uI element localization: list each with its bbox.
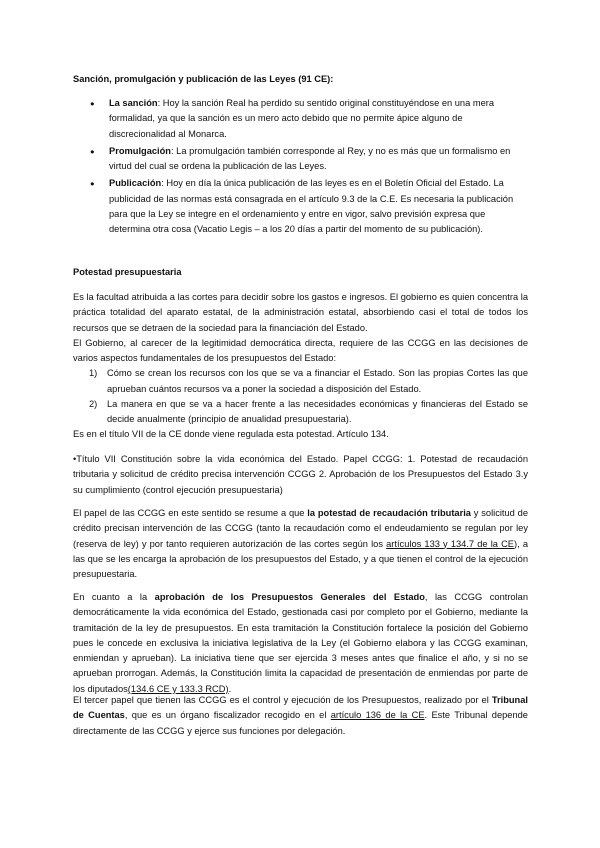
bullet-term: Publicación [109,178,162,189]
text-run: El tercer papel que tienen las CCGG es el control y ejecución de los Presupuestos, realizado por el [73,695,492,705]
bold-run: Tribunal de Cuentas [73,695,528,721]
bullet-item-publicacion [90,176,528,237]
paragraph-titulo-vii [73,427,528,442]
bold-run: la potestad de recaudación tributaria [307,508,471,518]
numbered-item [73,366,528,397]
section-title-sancion [73,72,528,87]
bold-run: aprobación de los Presupuestos Generales del Estado [154,592,425,602]
bullet-text: : Hoy en día la única publicación de las leyes es en el Boletín Oficial del Estado. La publicidad de las normas está consagrada en el artículo 9.3 de la C.E. Es necesaria la publicación para que la Ley se integre en el ordenamiento y entre en vigor, salvo previsión expresa que determina otra cosa (Vacatio Legis – a los 20 días a partir del momento de su publicación). [109,178,514,235]
text-run: y solicitud de crédito precisan intervención de las CCGG (tanto la recaudación como el endeudamiento se regulan por ley (reserva de ley) y por tanto requieren autorización de las cortes según los [73,508,528,549]
article-link[interactable]: artículos 133 y 134.7 de la CE [386,538,514,549]
item-number: 1) [89,368,98,379]
bullet-term: Promulgación [109,145,171,156]
text-run: . [228,683,232,694]
sancion-bullet-list [90,96,528,240]
paragraph-text: •Título VII Constitución sobre la vida económica del Estado. Papel CCGG: 1. Potestad de recaudación tributaria y solicitud de crédito precisa intervención CCGG 2. Aprobación de los Presupuestos del Estado 3.y su cumplimiento (control ejecución presupuestaria) [73,454,528,495]
section-title-potestad [73,265,528,280]
section-title-text: Potestad presupuestaria [73,267,182,277]
bullet-item-sancion [90,96,528,142]
numbered-item [73,397,528,428]
paragraph-text: El Gobierno, al carecer de la legitimidad democrática directa, requiere de las CCGG en las decisiones de varios aspectos fundamentales de los presupuestos del Estado: [73,337,528,364]
bullet-text: : Hoy la sanción Real ha perdido su sentido original constituyéndose en una mera formalidad, ya que la sanción es un mero acto debido que no permite ápice alguno de discrecionalidad al Monarca. [109,98,495,139]
text-run: , las CCGG controlan democráticamente la vida económica del Estado, gestionada casi por completo por el Gobierno, mediante la tramitación de la ley de presupuestos. En esta tramitación la Constitución fortalece la posición del Gobierno pues le concede en exclusiva la iniciativa legislativa de la Ley (el Gobierno elabora y las CCGG examinan, enmiendan y aprueban). La iniciativa tiene que ser ejercida 3 meses antes que finalice el año, y si no se aprueban prorrogan. Además, la Constitución limita la capacidad de presentación de enmiendas por parte de los diputados [73,592,528,694]
paragraph-text: Es la facultad atribuida a las cortes para decidir sobre los gastos e ingresos. El gobierno es quien concentra la práctica totalidad del aparato estatal, de la administración estatal, absorbiendo casi el total de todos los recursos que se detraen de la sociedad para la financiación del Estado. [73,292,528,333]
article-link[interactable]: (134.6 CE y 133.3 RCD) [127,683,229,694]
item-number: 2) [89,399,98,410]
bullet-item-promulgacion [90,144,528,175]
bullet-text: : La promulgación también corresponde al Rey, y no es más que un formalismo en virtud del cual se ordena la publicación de las Leyes. [109,145,511,172]
paragraph-tribunal [73,693,528,739]
paragraph-facultad [73,290,528,428]
item-text: La manera en que se va a hacer frente a las necesidades económicas y financieras del Estado se decide anualmente (principio de anualidad presupuestaria). [107,399,528,425]
paragraph-text: Es en el título VII de la CE donde viene regulada esta potestad. Artículo 134. [73,429,389,439]
paragraph-papel-ccgg [73,452,528,498]
text-run: ), a las que se les encarga la aprobación de los presupuestos del Estado, y a que tienen el control de la ejecución presupuestaria. [73,538,528,580]
bullet-term: La sanción [109,98,158,108]
text-run: . Este Tribunal depende directamente de las CCGG y ejerce sus funciones por delegación. [73,710,528,736]
numbered-list [73,366,528,427]
text-run: En cuanto a la [73,592,155,602]
paragraph-recaudacion [73,506,528,582]
article-link[interactable]: artículo 136 de la CE [330,710,425,721]
text-run: El papel de las CCGG en este sentido se resume a que [73,508,308,518]
section-title-text: Sanción, promulgación y publicación de las Leyes (91 CE): [73,74,334,84]
text-run: , que es un órgano fiscalizador recogido en el [124,710,331,721]
item-text: Cómo se crean los recursos con los que se va a financiar el Estado. Son las propias Cortes las que aprueban cuántos recursos va a poner la sociedad a disposición del Estado. [107,368,528,394]
paragraph-aprobacion [73,590,528,697]
